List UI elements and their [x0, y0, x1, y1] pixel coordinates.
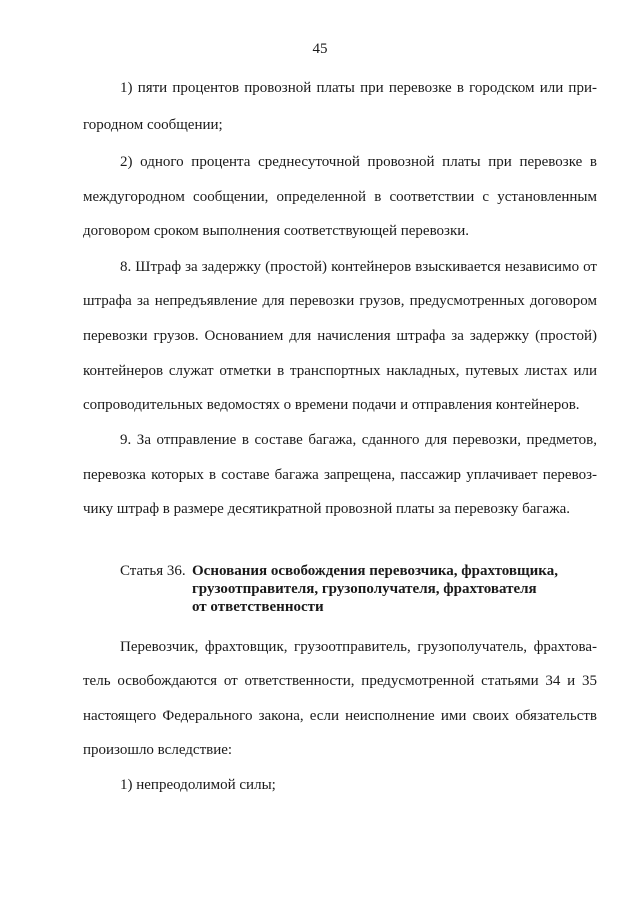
paragraph-line: тель освобождаются от ответственности, предусмотренной статьями 34 и 35 [83, 673, 597, 689]
paragraph-line: городном сообщении; [83, 117, 223, 133]
paragraph-line: 1) пяти процентов провозной платы при перевозке в городском или при- [120, 80, 597, 96]
paragraph-line: договором сроком выполнения соответствующей перевозки. [83, 223, 470, 239]
page-number: 45 [312, 41, 328, 57]
paragraph-line: 9. За отправление в составе багажа, сданного для перевозки, предметов, [120, 432, 597, 448]
article-title [192, 562, 592, 616]
paragraph-line: перевозки грузов. Основанием для начисления штрафа за задержку (простой) [83, 328, 597, 344]
paragraph-line: настоящего Федерального закона, если неисполнение ими своих обязательств [83, 708, 597, 724]
paragraph-line: 1) непреодолимой силы; [120, 777, 276, 793]
paragraph-line: произошло вследствие: [83, 742, 233, 758]
article-title-line: от ответственности [192, 599, 324, 615]
paragraph-line: контейнеров служат отметки в транспортных накладных, путевых листах или [83, 363, 597, 379]
paragraph-line: междугородном сообщении, определенной в соответствии с установленным [83, 189, 597, 205]
paragraph-line: штрафа за непредъявление для перевозки грузов, предусмотренных договором [83, 293, 597, 309]
article-title-line: грузоотправителя, грузополучателя, фрахтователя [192, 581, 537, 597]
article-label: Статья 36. [120, 563, 186, 579]
paragraph-line: 8. Штраф за задержку (простой) контейнеров взыскивается независимо от [120, 259, 597, 275]
paragraph-line: чику штраф в размере десятикратной провозной платы за перевозку багажа. [83, 501, 570, 517]
paragraph-line: 2) одного процента среднесуточной провозной платы при перевозке в [120, 154, 597, 170]
article-title-line: Основания освобождения перевозчика, фрахтовщика, [192, 563, 558, 579]
paragraph-line: перевозка которых в составе багажа запрещена, пассажир уплачивает перевоз- [83, 467, 597, 483]
paragraph-line: сопроводительных ведомостях о времени подачи и отправления контейнеров. [83, 397, 580, 413]
paragraph-line: Перевозчик, фрахтовщик, грузоотправитель, грузополучатель, фрахтова- [120, 639, 597, 655]
